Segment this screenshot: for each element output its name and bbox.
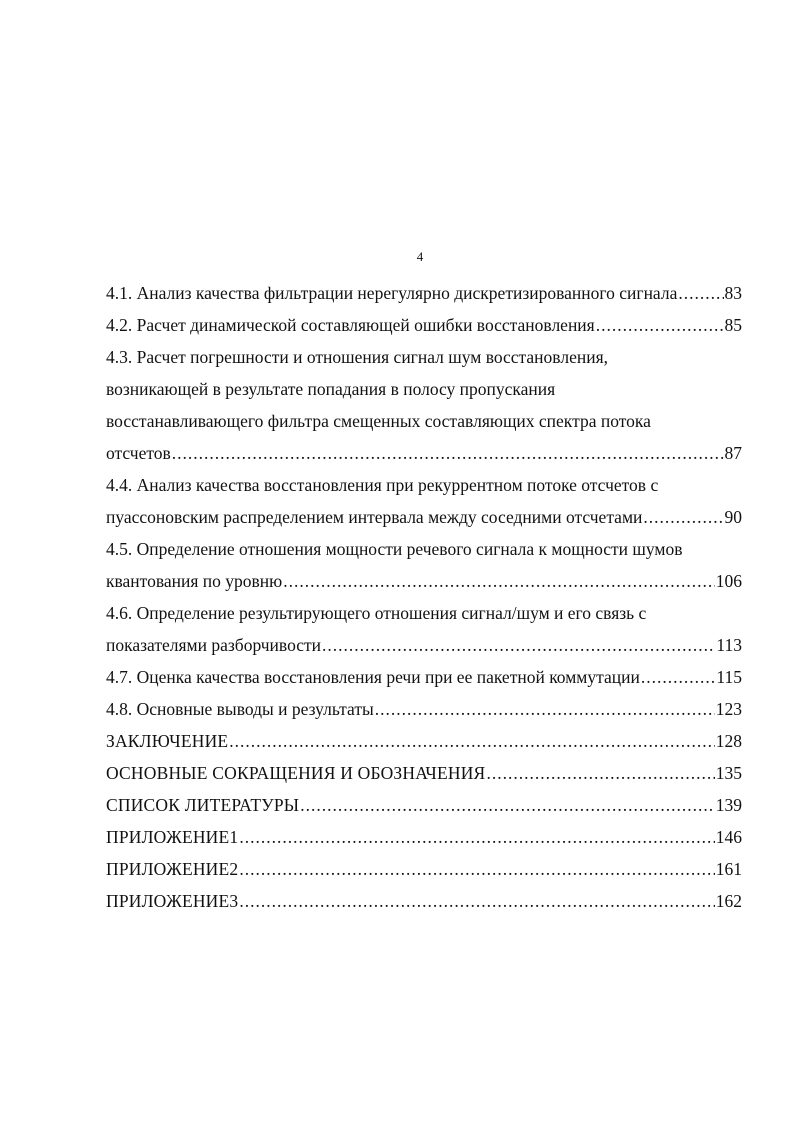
dot-leader	[643, 501, 723, 533]
toc-entry-title: восстанавливающего фильтра смещенных составляющих спектра потока	[106, 411, 651, 431]
toc-entry	[106, 597, 742, 661]
toc-entry	[106, 693, 742, 725]
toc-entry	[106, 821, 742, 853]
dot-leader	[375, 693, 715, 725]
toc-page-number: 128	[715, 731, 742, 751]
toc-entry-title: СПИСОК ЛИТЕРАТУРЫ	[106, 795, 300, 815]
toc-entry-title: 4.3. Расчет погрешности и отношения сигнал шум восстановления,	[106, 347, 608, 367]
table-of-contents	[106, 277, 742, 917]
page-number: 4	[416, 249, 424, 264]
dot-leader	[229, 725, 714, 757]
toc-entry-last-line	[106, 565, 742, 597]
toc-entry-title: пуассоновским распределением интервала между соседними отсчетами	[106, 507, 643, 527]
toc-entry-line	[106, 341, 742, 373]
toc-entry-title: возникающей в результате попадания в полосу пропускания	[106, 379, 556, 399]
toc-entry	[106, 469, 742, 533]
dot-leader	[641, 661, 716, 693]
toc-entry-last-line	[106, 437, 742, 469]
dot-leader	[283, 565, 715, 597]
toc-entry-last-line	[106, 789, 742, 821]
toc-entry	[106, 725, 742, 757]
toc-entry-line	[106, 469, 742, 501]
toc-page-number: 85	[724, 315, 742, 335]
toc-entry	[106, 533, 742, 597]
toc-entry-title: ПРИЛОЖЕНИЕ1	[106, 827, 239, 847]
dot-leader	[486, 757, 714, 789]
dot-leader	[172, 437, 724, 469]
toc-page-number: 146	[715, 827, 742, 847]
toc-entry-last-line	[106, 693, 742, 725]
toc-entry-last-line	[106, 501, 742, 533]
toc-page-number: 115	[716, 667, 742, 687]
toc-entry	[106, 661, 742, 693]
toc-entry-line	[106, 533, 742, 565]
toc-entry-title: ОСНОВНЫЕ СОКРАЩЕНИЯ И ОБОЗНАЧЕНИЯ	[106, 763, 486, 783]
toc-page-number: 139	[715, 795, 742, 815]
dot-leader	[300, 789, 714, 821]
toc-entry-title: ПРИЛОЖЕНИЕ3	[106, 891, 239, 911]
toc-entry-title: 4.2. Расчет динамической составляющей ошибки восстановления	[106, 315, 595, 335]
dot-leader	[678, 277, 723, 309]
toc-entry	[106, 885, 742, 917]
toc-entry-line	[106, 597, 742, 629]
toc-page-number: 113	[716, 635, 742, 655]
toc-entry-title: 4.1. Анализ качества фильтрации нерегулярно дискретизированного сигнала	[106, 283, 678, 303]
dot-leader	[239, 821, 714, 853]
toc-entry	[106, 309, 742, 341]
toc-entry-last-line	[106, 757, 742, 789]
toc-entry-title: 4.7. Оценка качества восстановления речи при ее пакетной коммутации	[106, 667, 640, 687]
toc-entry-title: 4.5. Определение отношения мощности речевого сигнала к мощности шумов	[106, 539, 683, 559]
toc-entry-last-line	[106, 821, 742, 853]
toc-entry-title: ЗАКЛЮЧЕНИЕ	[106, 731, 229, 751]
toc-entry-title: 4.8. Основные выводы и результаты	[106, 699, 374, 719]
toc-page-number: 83	[724, 283, 742, 303]
toc-page-number: 161	[715, 859, 742, 879]
toc-entry	[106, 757, 742, 789]
toc-entry-last-line	[106, 629, 742, 661]
toc-entry	[106, 341, 742, 469]
toc-entry-line	[106, 373, 742, 405]
toc-entry-last-line	[106, 309, 742, 341]
toc-entry-title: отсчетов	[106, 443, 171, 463]
toc-page-number: 162	[715, 891, 742, 911]
toc-page-number: 123	[715, 699, 742, 719]
toc-entry-title: показателями разборчивости	[106, 635, 322, 655]
dot-leader	[239, 885, 714, 917]
toc-entry	[106, 853, 742, 885]
toc-entry-title: ПРИЛОЖЕНИЕ2	[106, 859, 239, 879]
toc-entry-title: 4.6. Определение результирующего отношения сигнал/шум и его связь с	[106, 603, 647, 623]
toc-entry-last-line	[106, 725, 742, 757]
dot-leader	[596, 309, 724, 341]
toc-entry-title: квантования по уровню	[106, 571, 283, 591]
toc-page-number: 135	[715, 763, 742, 783]
toc-entry	[106, 277, 742, 309]
toc-page-number: 90	[724, 507, 742, 527]
dot-leader	[239, 853, 714, 885]
toc-entry-title: 4.4. Анализ качества восстановления при рекуррентном потоке отсчетов с	[106, 475, 659, 495]
toc-entry-last-line	[106, 661, 742, 693]
toc-entry-last-line	[106, 885, 742, 917]
toc-entry-line	[106, 405, 742, 437]
dot-leader	[322, 629, 715, 661]
toc-entry-last-line	[106, 853, 742, 885]
toc-entry-last-line	[106, 277, 742, 309]
toc-entry	[106, 789, 742, 821]
toc-page-number: 106	[715, 571, 742, 591]
toc-page-number: 87	[724, 443, 742, 463]
